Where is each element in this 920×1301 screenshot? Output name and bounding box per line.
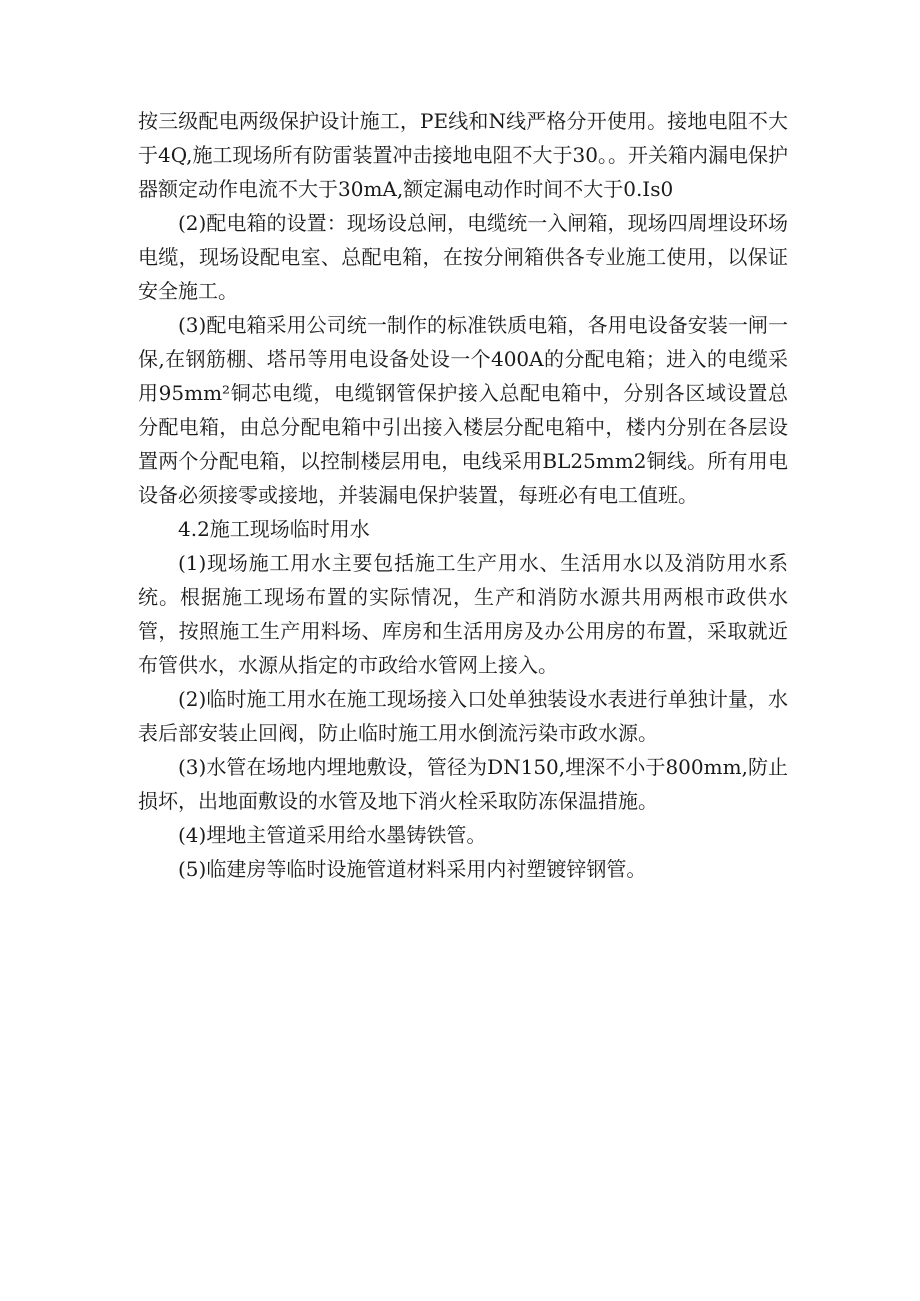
paragraph-water-metering: (2)临时施工用水在施工现场接入口处单独装设水表进行单独计量，水表后部安装止回阀，防止临时施工用水倒流污染市政水源。 (138, 687, 788, 745)
paragraph-water-supply-overview: (1)现场施工用水主要包括施工生产用水、生活用水以及消防用水系统。根据施工现场布置的实际情况，生产和消防水源共用两根市政供水管，按照施工生产用料场、库房和生活用房及办公用房的布置，采取就近布管供水，水源从指定的市政给水管网上接入。 (138, 551, 788, 677)
section-heading-temporary-water: 4.2施工现场临时用水 (178, 517, 370, 541)
paragraph-distribution-box-setup: (2)配电箱的设置：现场设总闸，电缆统一入闸箱，现场四周埋设环场电缆，现场设配电室、总配电箱，在按分闸箱供各专业施工使用，以保证安全施工。 (138, 211, 788, 303)
document-body (138, 104, 788, 886)
paragraph-electrical-protection: 按三级配电两级保护设计施工，PE线和N线严格分开使用。接地电阻不大于4Q,施工现场所有防雷装置冲击接地电阻不大于30。。开关箱内漏电保护器额定动作电流不大于30mA,额定漏电动作时间不大于0.Is0 (138, 109, 788, 201)
paragraph-distribution-box-standard: (3)配电箱采用公司统一制作的标准铁质电箱，各用电设备安装一闸一保,在钢筋棚、塔吊等用电设备处设一个400A的分配电箱；进入的电缆采用95mm²铜芯电缆，电缆钢管保护接入总配电箱中，分别各区域设置总分配电箱，由总分配电箱中引出接入楼层分配电箱中，楼内分别在各层设置两个分配电箱，以控制楼层用电，电线采用BL25mm2铜线。所有用电设备必须接零或接地，并装漏电保护装置，每班必有电工值班。 (138, 313, 788, 507)
paragraph-main-pipe-material: (4)埋地主管道采用给水墨铸铁管。 (178, 823, 487, 847)
paragraph-temporary-building-pipe: (5)临建房等临时设施管道材料采用内衬塑镀锌钢管。 (178, 857, 647, 881)
paragraph-pipe-burial: (3)水管在场地内埋地敷设，管径为DN150,埋深不小于800mm,防止损坏，出地面敷设的水管及地下消火栓采取防冻保温措施。 (138, 755, 788, 813)
